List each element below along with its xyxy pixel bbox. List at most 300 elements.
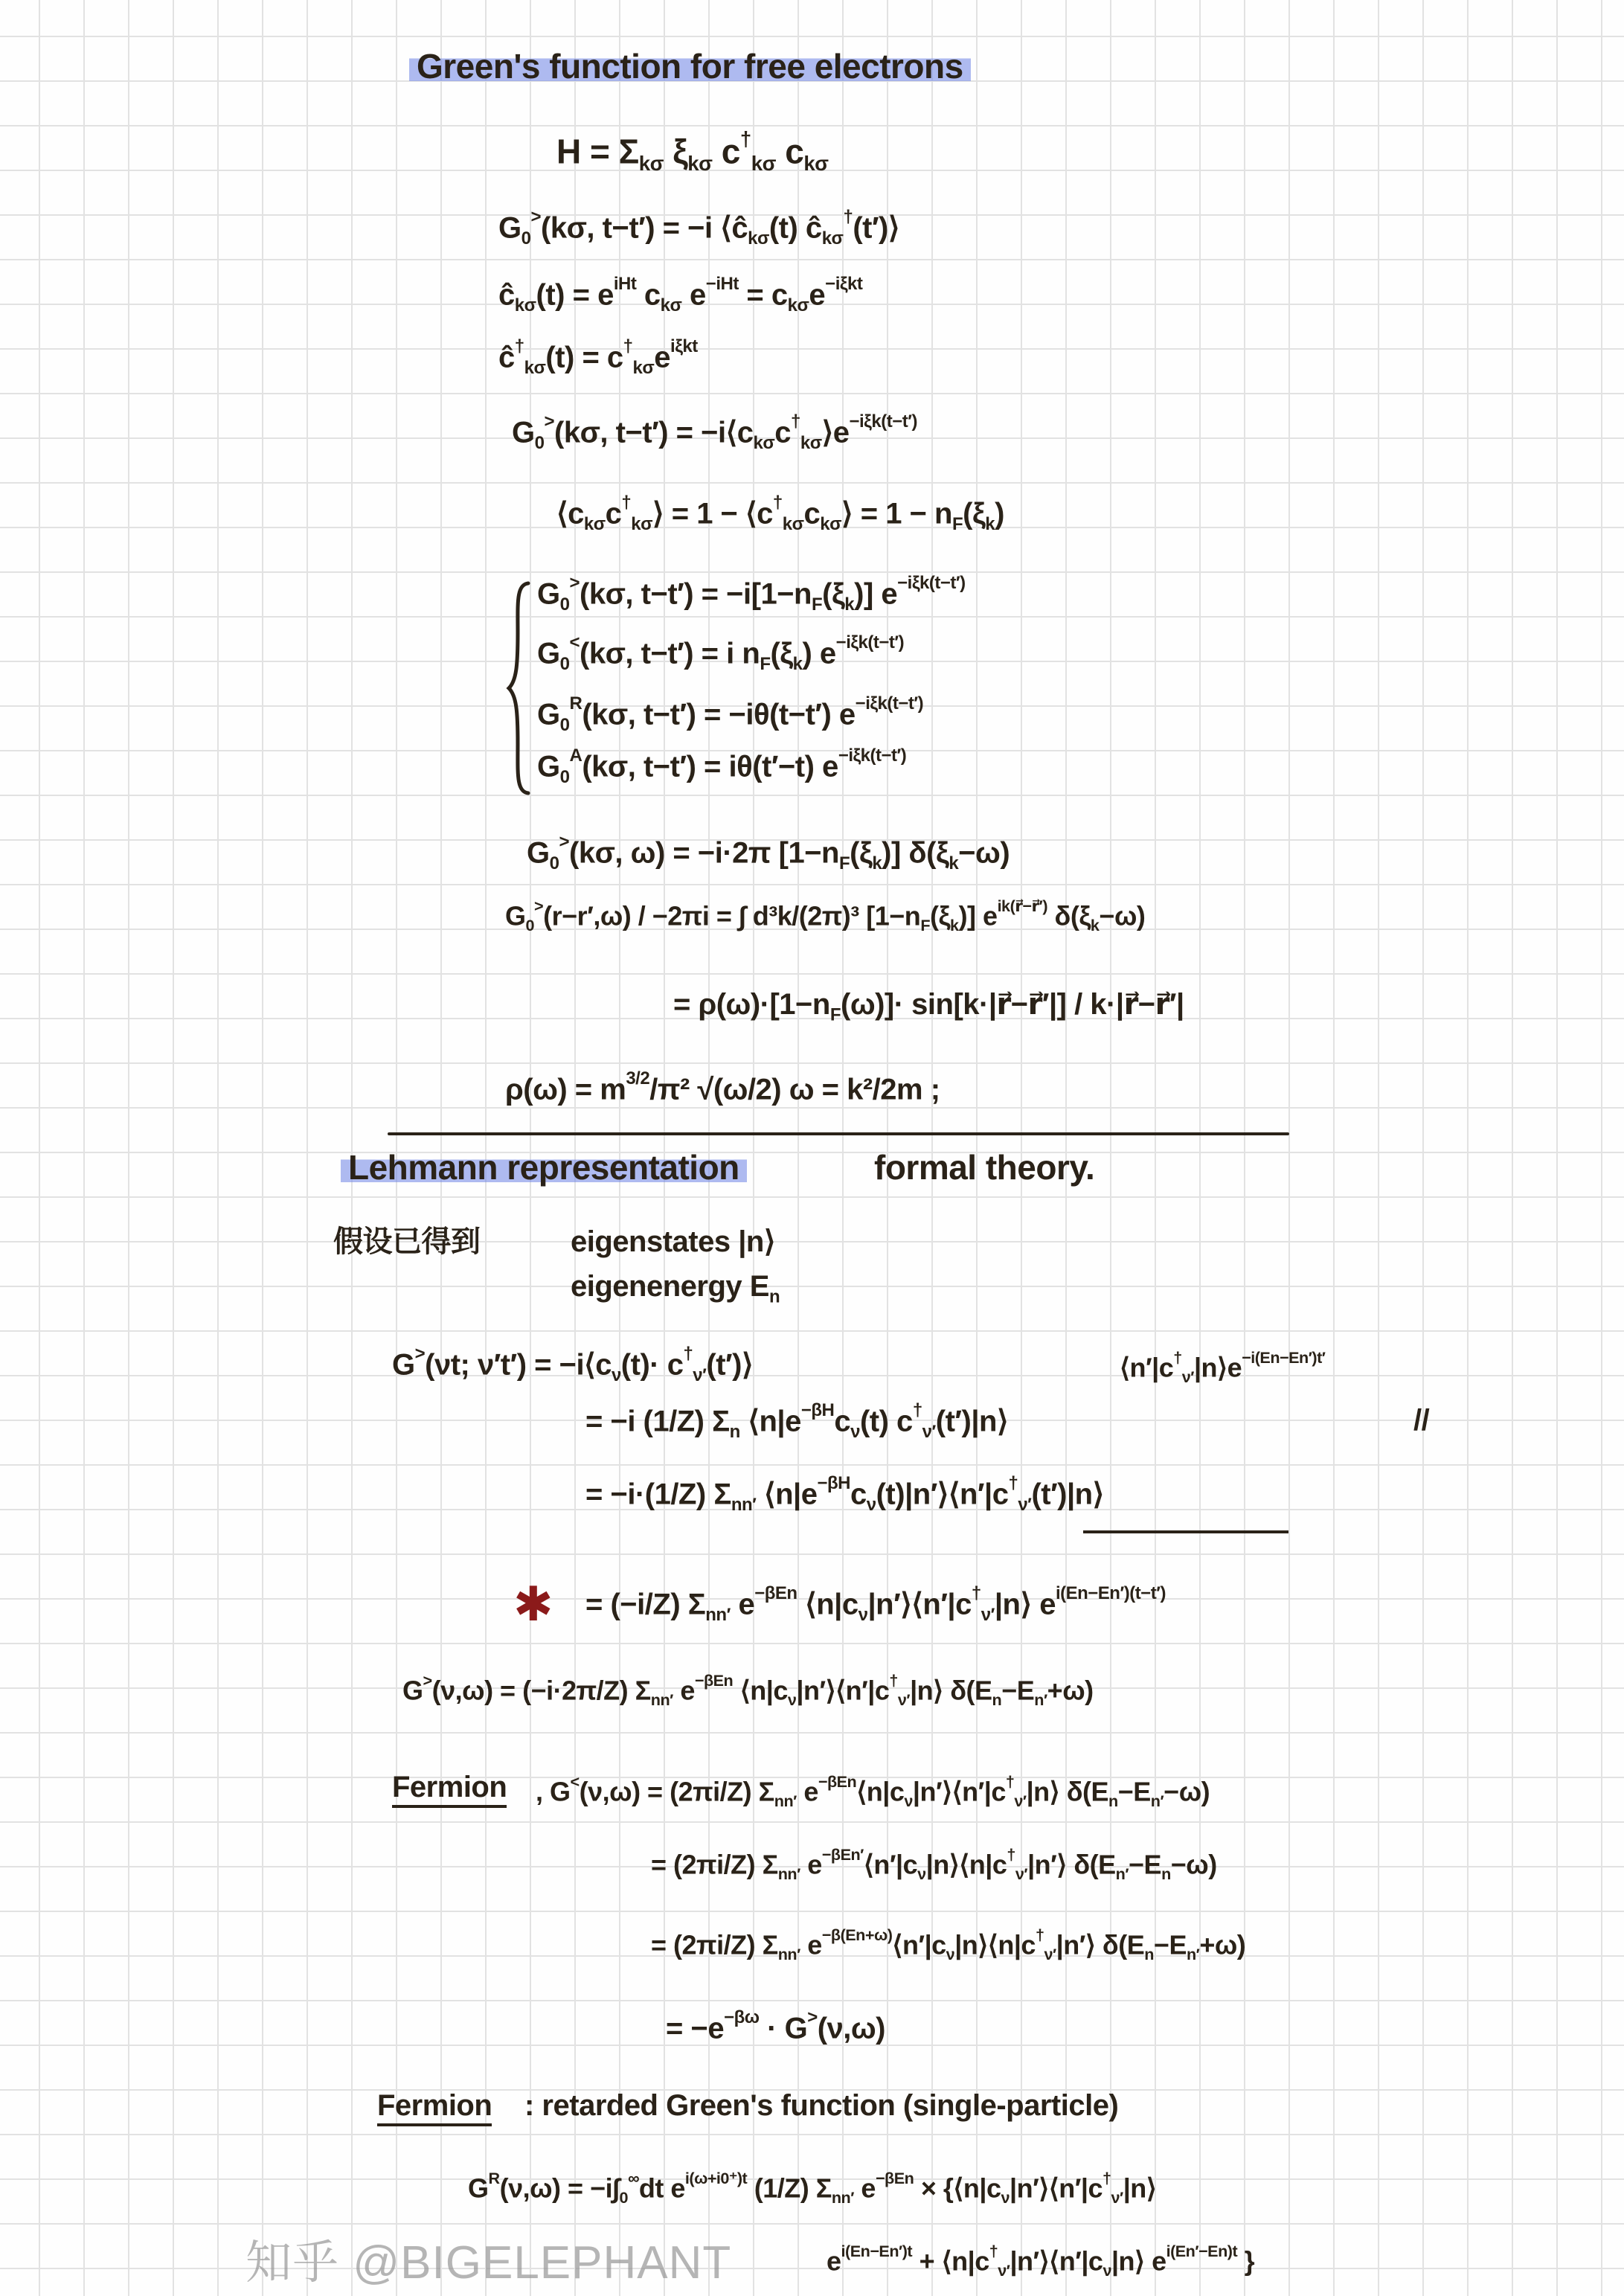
eq-expectation (556, 493, 1004, 536)
math-segment: (kσ, t−t′) = −i ⟨ĉ (541, 211, 748, 245)
math-segment: > (423, 1671, 432, 1690)
math-segment: ν (1103, 2260, 1111, 2280)
math-segment: |n′⟩⟨n′|c (1010, 2172, 1103, 2204)
math-segment: n′ (1186, 1944, 1200, 1963)
underline-term (1083, 1530, 1288, 1533)
math-segment: ⟩ = 1 − n (841, 497, 952, 530)
math-segment: 0 (559, 653, 570, 674)
math-segment: (kσ, t−t′) = i n (580, 637, 760, 670)
math-segment: < (570, 1772, 580, 1791)
eq-density-of-states (505, 1068, 940, 1107)
eq-g-lesser (537, 632, 904, 676)
math-segment: G (537, 637, 560, 670)
math-segment: −βEn (875, 2169, 914, 2187)
brace-icon (506, 580, 531, 796)
label-fermion (392, 1769, 507, 1808)
eq-g-nu-omega (402, 1671, 1094, 1710)
math-segment: 0 (559, 766, 570, 787)
math-segment: nn′ (650, 1690, 673, 1709)
math-segment: ν′ (1181, 1367, 1194, 1386)
math-segment: |n⟩ δ(E (1026, 1776, 1109, 1807)
math-segment: (t) = c (545, 341, 623, 374)
math-segment: k (872, 853, 882, 873)
math-segment: † (739, 127, 751, 150)
math-segment: |n′⟩⟨n′|c (1010, 2245, 1103, 2277)
eq-dos-result (673, 987, 1184, 1026)
math-segment: −βH (800, 1400, 835, 1420)
math-segment: kσ (787, 295, 809, 315)
math-segment: > (544, 411, 554, 432)
math-segment: −βEn (754, 1583, 797, 1603)
math-segment: δ(ξ (1047, 900, 1091, 931)
math-segment: (ν,ω) = (2πi/Z) Σ (579, 1776, 774, 1807)
eq-g-nu-step2 (585, 1473, 1104, 1516)
math-segment: ĉ (498, 341, 515, 374)
math-segment: iξkt (670, 336, 698, 356)
math-segment: kσ (632, 357, 655, 378)
math-segment: (t) = e (536, 278, 614, 312)
math-segment: ν′ (922, 1421, 936, 1442)
math-segment: )] δ(ξ (882, 836, 949, 870)
math-segment: kσ (821, 228, 844, 248)
math-segment: (ξ (963, 497, 986, 530)
math-segment: e (654, 341, 671, 374)
math-segment: ν′ (897, 1690, 911, 1709)
math-segment: > (530, 207, 541, 227)
math-segment: (ξ (930, 900, 951, 931)
math-segment: † (791, 411, 800, 432)
math-segment: −ω) (1170, 1849, 1217, 1880)
math-segment: (t′)⟩ (706, 1348, 754, 1382)
math-segment: nn′ (774, 1791, 797, 1810)
math-segment: ⟨n|c (856, 1776, 905, 1807)
math-segment: −i(En−En′)t′ (1242, 1348, 1326, 1367)
math-segment: i(ω+i0⁺)t (684, 2169, 748, 2187)
math-segment: e (681, 278, 706, 312)
math-segment: † (989, 2242, 998, 2260)
eq-g-greater (537, 573, 966, 616)
math-segment: −βω (724, 2007, 760, 2027)
math-segment: c (850, 1478, 867, 1511)
math-segment: 0 (619, 2187, 628, 2207)
math-segment: G (537, 577, 560, 611)
eq-g-retarded-nu (468, 2169, 1156, 2207)
math-segment: > (534, 897, 544, 915)
math-segment: |n′⟩ δ(E (1056, 1929, 1145, 1960)
math-segment: (t) c (859, 1405, 913, 1438)
math-segment: † (514, 336, 524, 356)
math-segment: (ν,ω) = −i∫ (499, 2172, 620, 2204)
math-segment: e (800, 1929, 822, 1960)
math-segment: ρ(ω) = m (505, 1073, 626, 1106)
math-segment: ⟨n′|c (1120, 1352, 1174, 1383)
math-segment: −iHt (705, 274, 739, 294)
eq-cdag-time (498, 336, 698, 379)
math-segment: : retarded Green's function (single-particle) (524, 2089, 1119, 2122)
math-segment: ⟨n′|c (863, 1849, 918, 1880)
math-segment: +ω) (1199, 1929, 1246, 1960)
math-segment: † (843, 207, 853, 227)
math-segment: kσ (583, 513, 606, 534)
math-segment: kσ (782, 513, 804, 534)
math-segment: 0 (521, 228, 531, 248)
math-segment: 0 (549, 853, 559, 873)
math-segment: (t)|n′⟩⟨n′|c (876, 1478, 1009, 1511)
math-segment: nn′ (705, 1604, 731, 1625)
math-segment: 0 (559, 714, 570, 735)
math-segment: ν′ (1014, 1791, 1027, 1810)
math-segment: iHt (613, 274, 637, 294)
math-segment: nn′ (777, 1864, 800, 1883)
math-segment: i(En′−En)t (1166, 2242, 1238, 2260)
math-segment: c (803, 497, 821, 530)
math-segment: F (839, 853, 850, 873)
math-segment: )] e (854, 577, 898, 611)
math-segment: kσ (803, 152, 829, 176)
math-segment: (ν,ω) = (−i·2π/Z) Σ (431, 1675, 651, 1706)
math-segment: kσ (753, 432, 775, 453)
eq-g-lesser-step2 (651, 1925, 1245, 1964)
math-segment: G (392, 1348, 415, 1382)
math-segment: ν′ (1018, 1494, 1032, 1515)
math-segment: −E (1117, 1776, 1151, 1807)
math-segment: −βEn (818, 1772, 857, 1791)
math-segment: = (2πi/Z) Σ (651, 1849, 778, 1880)
math-segment: G (498, 211, 521, 245)
math-segment: (kσ, t−t′) = iθ(t′−t) e (582, 750, 838, 783)
math-segment: (ξ (850, 836, 873, 870)
math-segment: e (673, 1675, 695, 1706)
math-segment: ik(r⃗−r⃗′) (997, 897, 1048, 915)
math-segment: ν (946, 1944, 955, 1963)
math-segment: ν′ (693, 1365, 707, 1385)
math-segment: † (1103, 2169, 1111, 2187)
math-segment: nn′ (777, 1944, 800, 1963)
hamiltonian-eq (556, 126, 829, 176)
math-segment: ⟨n|e (739, 1405, 801, 1438)
heading-lehmann (341, 1147, 747, 1188)
math-segment: kσ (820, 513, 842, 534)
math-segment: n′ (1034, 1690, 1047, 1709)
eq-c-time (498, 274, 862, 317)
math-segment: +ω) (1047, 1675, 1094, 1706)
math-segment: ν′ (981, 1604, 995, 1625)
math-segment: > (559, 832, 569, 852)
math-segment: † (971, 1583, 981, 1603)
math-segment: |n⟩ e (1111, 2245, 1166, 2277)
math-segment: −ω) (958, 836, 1010, 870)
math-segment: k (985, 513, 995, 534)
math-segment: e (800, 1849, 822, 1880)
eq-g-nu-step1 (585, 1400, 1008, 1443)
math-segment: 假设已得到 (333, 1225, 481, 1258)
eq-g-lesser-nu (536, 1772, 1210, 1811)
math-segment: ) (995, 497, 1004, 530)
math-segment: c (775, 132, 804, 171)
math-segment: )] e (958, 900, 998, 931)
math-segment: A (569, 745, 582, 766)
side-note-matrix-element (1120, 1348, 1325, 1387)
math-segment: −β(En+ω) (821, 1925, 893, 1944)
math-segment: ⟨c (556, 497, 584, 530)
math-segment: F (811, 594, 823, 615)
title-greens-function (409, 46, 971, 87)
math-segment: n (1108, 1791, 1118, 1810)
section-divider (388, 1132, 1289, 1135)
math-segment: ⟩e (821, 416, 850, 449)
math-segment: ν (866, 1494, 876, 1515)
math-segment: † (1173, 1348, 1182, 1367)
math-segment: ∞ (627, 2169, 639, 2187)
eq-g-nu (392, 1344, 753, 1387)
math-segment: nn′ (831, 2187, 854, 2207)
math-segment: † (889, 1671, 898, 1690)
math-segment: G (505, 900, 526, 931)
math-segment: c (712, 132, 740, 171)
math-segment: (t′)|n⟩ (935, 1405, 1009, 1438)
math-segment: (ξ (822, 577, 845, 611)
math-segment: Fermion (392, 1771, 507, 1803)
math-segment: n (729, 1421, 740, 1442)
math-segment: e (730, 1588, 755, 1621)
math-segment: ⟨n|c (797, 1588, 858, 1621)
eq-g-nu-step3 (585, 1583, 1166, 1626)
math-segment: −ω) (1164, 1776, 1210, 1807)
math-segment: e (796, 1776, 818, 1807)
math-segment: ) e (802, 637, 836, 670)
math-segment: ⟩ = 1 − ⟨c (652, 497, 773, 530)
math-segment: e (809, 278, 826, 312)
math-segment: (ξ (770, 637, 793, 670)
math-segment: F (760, 653, 771, 674)
math-segment: /π² √(ω/2) ω = k²/2m ; (649, 1073, 940, 1106)
math-segment: kσ (660, 295, 682, 315)
math-segment: < (569, 632, 580, 652)
math-segment: k (950, 915, 959, 934)
math-segment: F (920, 915, 931, 934)
label-fermion-2 (377, 2088, 492, 2126)
math-segment: e (827, 2245, 841, 2277)
math-segment: k (844, 594, 855, 615)
math-segment: (kσ, ω) = −i·2π [1−n (569, 836, 839, 870)
math-segment: ξ (663, 132, 688, 171)
math-segment: c (834, 1405, 851, 1438)
math-segment: formal theory. (874, 1148, 1095, 1187)
math-segment: kσ (524, 357, 546, 378)
star-icon: ✱ (513, 1577, 553, 1631)
math-segment: † (1005, 1772, 1015, 1791)
math-segment: |n′⟩⟨n′|c (912, 1776, 1006, 1807)
math-segment: F (951, 513, 963, 534)
eq-g-retarded (537, 693, 923, 737)
math-segment: (kσ, t−t′) = −iθ(t−t′) e (582, 698, 856, 731)
math-segment: · G (759, 2012, 808, 2045)
math-segment: |n′⟩⟨n′|c (796, 1675, 890, 1706)
math-segment: i(En−En′)(t−t′) (1055, 1583, 1166, 1603)
note-assume (333, 1224, 481, 1260)
math-segment: e (853, 2172, 876, 2204)
math-segment: G (527, 836, 550, 870)
math-segment: |n⟩⟨n|c (954, 1929, 1036, 1960)
math-segment: = c (738, 278, 788, 312)
math-segment: ν (858, 1604, 868, 1625)
note-eigenstates (571, 1224, 775, 1260)
math-segment: dt e (638, 2172, 685, 2204)
math-segment: = (−i/Z) Σ (585, 1588, 706, 1621)
math-segment: −E (1129, 1849, 1162, 1880)
math-segment: c (605, 497, 622, 530)
math-segment: (kσ, t−t′) = −i[1−n (580, 577, 812, 611)
math-segment: n (1144, 1944, 1154, 1963)
math-segment: kσ (748, 228, 769, 248)
math-segment: eigenenergy E (571, 1270, 769, 1303)
math-segment: F (829, 1004, 841, 1025)
eq-g-advanced (537, 745, 906, 789)
math-segment: nn′ (731, 1494, 757, 1515)
math-segment: † (621, 493, 632, 513)
math-segment: −E (1153, 1929, 1187, 1960)
math-segment: ν (904, 1791, 913, 1810)
math-segment: −iξk(t−t′) (835, 632, 905, 652)
math-segment: ⟨n′|c (892, 1929, 946, 1960)
math-segment: kσ (631, 513, 652, 534)
math-segment: † (1035, 1925, 1044, 1944)
math-segment: kσ (751, 152, 776, 176)
eq-g-real-space (505, 897, 1145, 935)
math-segment: −iξk(t−t′) (855, 693, 924, 714)
math-segment: −iξkt (825, 274, 863, 294)
math-segment: n (992, 1690, 1002, 1709)
math-segment: // (1413, 1404, 1430, 1437)
math-segment: c (774, 416, 791, 449)
note-eigenenergy (571, 1269, 780, 1308)
math-segment: |n′⟩⟨n′|c (867, 1588, 972, 1621)
math-segment: ν′ (1044, 1944, 1056, 1963)
math-segment: ⟨n|c (733, 1675, 788, 1706)
math-segment: c (636, 278, 661, 312)
math-segment: n (768, 1286, 780, 1307)
math-segment: n (1161, 1864, 1171, 1883)
math-segment: Green's function for free electrons (417, 47, 963, 86)
math-segment: + ⟨n|c (912, 2245, 989, 2277)
heading-retarded (524, 2088, 1118, 2123)
heading-formal-theory (874, 1147, 1094, 1188)
math-segment: (r−r′,ω) / −2πi = ∫ d³k/(2π)³ [1−n (543, 900, 921, 931)
math-segment: Lehmann representation (348, 1148, 739, 1187)
math-segment: −E (1001, 1675, 1035, 1706)
math-segment: n′ (1115, 1864, 1129, 1883)
eq-g-lesser-result (666, 2007, 885, 2046)
math-segment: −βEn′ (821, 1845, 864, 1864)
math-segment: n′ (1150, 1791, 1164, 1810)
math-segment: Fermion (377, 2089, 492, 2122)
math-segment: ν (917, 1864, 926, 1883)
math-segment: = ρ(ω)·[1−n (673, 988, 830, 1021)
math-segment: † (623, 336, 633, 356)
math-segment: (t′)|n⟩ (1031, 1478, 1104, 1511)
eq-g-lesser-step1 (651, 1845, 1217, 1884)
math-segment: = −i·(1/Z) Σ (585, 1478, 731, 1511)
math-segment: (1/Z) Σ (747, 2172, 832, 2204)
math-segment: † (1007, 1845, 1015, 1864)
math-segment: } (1237, 2245, 1255, 2277)
math-segment: −iξk(t−t′) (897, 573, 966, 593)
eq-g-greater-exp (512, 411, 917, 455)
math-segment: ν (1001, 2187, 1010, 2207)
eq-g-greater-def (498, 207, 899, 250)
math-segment: ν′ (998, 2260, 1010, 2280)
math-segment: † (772, 493, 783, 513)
math-segment: (t)· c (620, 1348, 684, 1382)
math-segment: k (792, 653, 803, 674)
math-segment: (νt; ν′t′) = −i⟨c (425, 1348, 612, 1382)
math-segment: k (1090, 915, 1100, 934)
math-segment: −iξk(t−t′) (849, 411, 917, 432)
math-segment: −βH (817, 1473, 850, 1493)
math-segment: ⟨n|e (756, 1478, 818, 1511)
math-segment: = (2πi/Z) Σ (651, 1929, 778, 1960)
math-segment: 0 (525, 915, 535, 934)
math-segment: (t) ĉ (768, 211, 822, 245)
math-segment: kσ (687, 152, 713, 176)
math-segment: −iξk(t−t′) (838, 745, 907, 766)
eq-g-retarded-nu-cont (827, 2242, 1254, 2280)
math-segment: ν (611, 1365, 621, 1385)
math-segment: |n⟩ e (994, 1588, 1056, 1621)
math-segment: (ν,ω) (817, 2012, 885, 2045)
math-segment: ν′ (1111, 2187, 1123, 2207)
math-segment: G (402, 1675, 423, 1706)
math-segment: −ω) (1099, 900, 1146, 931)
math-segment: 0 (534, 432, 545, 453)
math-segment: 0 (559, 594, 570, 615)
math-segment: |n⟩ (1123, 2172, 1157, 2204)
math-segment: † (683, 1344, 693, 1364)
math-segment: kσ (514, 295, 536, 315)
side-note-equals (1413, 1402, 1429, 1438)
math-segment: G (468, 2172, 489, 2204)
math-segment: G (512, 416, 535, 449)
math-segment: eigenstates |n⟩ (571, 1225, 775, 1258)
math-segment: k (949, 853, 959, 873)
math-segment: G (537, 750, 560, 783)
math-segment: |n′⟩ δ(E (1027, 1849, 1116, 1880)
math-segment: > (807, 2007, 818, 2027)
math-segment: i(En−En′)t (841, 2242, 913, 2260)
math-segment: (ω)]· sin[k·|r⃗−r⃗′|] / k·|r⃗−r⃗′| (841, 988, 1184, 1021)
math-segment: > (569, 573, 580, 593)
math-segment: (t′)⟩ (853, 211, 899, 245)
math-segment: |n⟩⟨n|c (925, 1849, 1007, 1880)
math-segment: |n⟩e (1193, 1352, 1242, 1383)
watermark: 知乎 @BIGELEPHANT (245, 2237, 732, 2289)
math-segment: ν′ (1015, 1864, 1028, 1883)
math-segment: −βEn (694, 1671, 734, 1690)
math-segment: R (488, 2169, 500, 2187)
eq-g-omega (527, 832, 1010, 875)
math-segment: |n⟩ δ(E (910, 1675, 992, 1706)
math-segment: , G (536, 1776, 571, 1807)
math-segment: > (414, 1344, 426, 1364)
math-segment: = −e (666, 2012, 725, 2045)
math-segment: † (912, 1400, 922, 1420)
math-segment: 3/2 (626, 1068, 650, 1088)
math-segment: H = Σ (556, 132, 639, 171)
math-segment: kσ (638, 152, 664, 176)
math-segment: × {⟨n|c (914, 2172, 1001, 2204)
math-segment: G (537, 698, 560, 731)
math-segment: R (569, 693, 582, 714)
